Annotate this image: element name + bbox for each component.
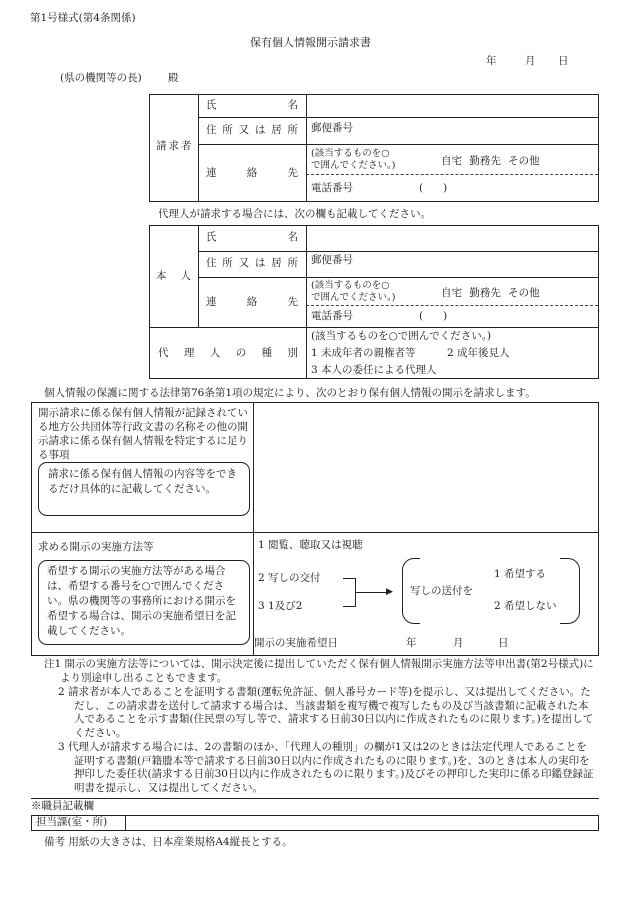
- method-section-label: 求める開示の実施方法等: [38, 541, 154, 553]
- requester-contact-label: 連絡先: [206, 167, 298, 179]
- staff-dept-field[interactable]: [127, 816, 597, 830]
- copy-send-label: 写しの送付を: [410, 585, 473, 597]
- requester-phone-label: 電話番号: [311, 182, 353, 194]
- agent-type-option-3[interactable]: 3 本人の委任による代理人: [311, 364, 437, 376]
- method-option-3[interactable]: 3 1及び2: [258, 600, 303, 612]
- principal-phone-field[interactable]: ( ): [419, 310, 448, 322]
- addressee: (県の機関等の長): [60, 72, 142, 84]
- method-date-month[interactable]: 月: [453, 637, 464, 649]
- principal-name-label: 氏名: [206, 231, 298, 243]
- info-section-input[interactable]: [256, 405, 596, 529]
- remark: 備考 用紙の大きさは、日本産業規格A4縦長とする。: [44, 836, 293, 848]
- law-statement: 個人情報の保護に関する法律第76条第1項の規定により、次のとおり保有個人情報の開示を請求します。: [44, 387, 536, 399]
- info-section-hint: 請求に係る保有個人情報の内容等をできるだけ具体的に記載してください。: [48, 468, 237, 495]
- note-3: 3 代理人が請求する場合には、2の書類のほか、「代理人の種別」の欄が1又は2のときは法定代理人であることを証明する書類(戸籍謄本等で請求する日前30日以内に作成されたものに限ります。)を、3のときは本人の実印を押印した委任状(請求する日前30日以内に作成されたものに限ります。)及びその押印した実印に係る印鑑登録証明書を提示し、又は提出してください。: [58, 741, 594, 794]
- staff-section-label: ※職員記載欄: [31, 800, 94, 812]
- requester-phone-field[interactable]: ( ): [419, 182, 448, 194]
- requester-name-field[interactable]: [308, 96, 596, 116]
- agent-type-note: (該当するものを○で囲んでください。): [311, 330, 492, 342]
- principal-contact-note-2: で囲んでください。): [311, 292, 396, 303]
- requester-contact-note-2: で囲んでください。): [311, 160, 396, 171]
- form-title: 保有個人情報開示請求書: [250, 36, 371, 49]
- requester-contact-note-1: (該当するものを○: [311, 148, 390, 159]
- agent-type-option-1[interactable]: 1 未成年者の親権者等: [311, 347, 416, 359]
- date-year-label: 年: [486, 55, 497, 67]
- note-2: 2 請求者が本人であることを証明する書類(運転免許証、個人番号カード等)を提示し、又は提出してください。ただし、この請求書を送付して請求する場合は、当該書類を複写機で複写したもの及び当該書類に記載された本人であることを示す書類(住民票の写し等で、請求する日前30日以内に作成されたものに限ります。)を提出してください。: [58, 686, 594, 739]
- method-date-label: 開示の実施希望日: [254, 637, 338, 649]
- date-month-label: 月: [525, 55, 536, 67]
- agent-type-label: 代理人の種別: [158, 347, 298, 359]
- agent-notice: 代理人が請求する場合には、次の欄も記載してください。: [158, 208, 431, 220]
- method-option-2[interactable]: 2 写しの交付: [258, 572, 321, 584]
- method-date-day[interactable]: 日: [498, 637, 509, 649]
- form-number: 第1号様式(第4条関係): [30, 12, 136, 24]
- principal-contact-label: 連絡先: [206, 296, 298, 308]
- info-section-label: 開示請求に係る保有個人情報が記録されている地方公共団体等行政文書の名称その他の開示請求に係る保有個人情報を特定するに足りる事項: [38, 407, 248, 461]
- honorific: 殿: [168, 72, 179, 84]
- method-date-year[interactable]: 年: [406, 637, 417, 649]
- principal-label: 本人: [156, 270, 205, 282]
- requester-contact-options[interactable]: 自宅 勤務先 その他: [441, 155, 540, 167]
- note-1: 注1 開示の実施方法等については、開示決定後に提出していただく保有個人情報開示実施方法等申出書(第2号様式)により別途申し出ることもできます。: [44, 658, 594, 684]
- principal-address-label: 住所又は居所: [206, 257, 298, 269]
- copy-send-no[interactable]: 2 希望しない: [494, 600, 557, 612]
- requester-label: 請求者: [156, 140, 194, 152]
- method-section-hint: 希望する開示の実施方法等がある場合は、希望する番号を○で囲んでください。県の機関等の事務所における開示を希望する場合は、開示の実施希望日を記載してください。: [47, 565, 236, 637]
- agent-type-option-2[interactable]: 2 成年後見人: [447, 347, 510, 359]
- requester-postal-label[interactable]: 郵便番号: [311, 122, 353, 134]
- principal-contact-note-1: (該当するものを○: [311, 280, 390, 291]
- arrow-right-icon: ▶: [386, 587, 393, 597]
- date-day-label: 日: [558, 55, 569, 67]
- principal-name-field[interactable]: [308, 227, 596, 249]
- requester-name-label: 氏名: [206, 99, 298, 111]
- principal-phone-label: 電話番号: [311, 310, 353, 322]
- principal-contact-options[interactable]: 自宅 勤務先 その他: [441, 287, 540, 299]
- principal-postal-label[interactable]: 郵便番号: [311, 254, 353, 266]
- copy-send-yes[interactable]: 1 希望する: [494, 568, 547, 580]
- staff-dept-label: 担当課(室・所): [36, 816, 108, 828]
- method-option-1[interactable]: 1 閲覧、聴取又は視聴: [258, 539, 363, 551]
- requester-address-label: 住所又は居所: [206, 124, 298, 136]
